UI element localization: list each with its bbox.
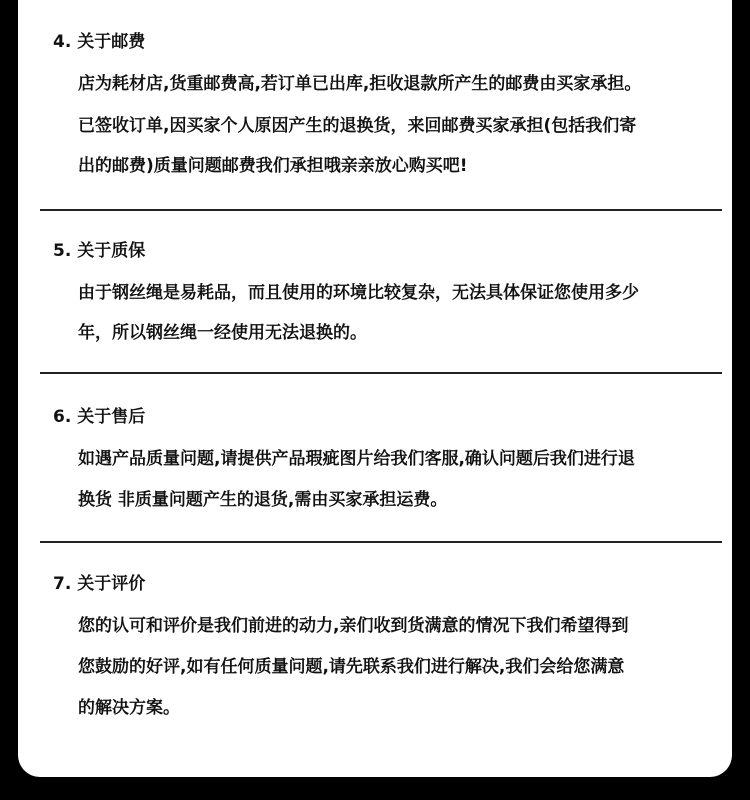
paragraph-line: 换货 非质量问题产生的退货,需由买家承担运费。	[78, 490, 448, 510]
section-postage	[53, 30, 723, 54]
section-after-sales	[53, 405, 723, 510]
paragraph-line: 如遇产品质量问题,请提供产品瑕疵图片给我们客服,确认问题后我们进行退	[78, 449, 635, 469]
section-divider	[40, 372, 722, 374]
paragraph-line: 年，所以钢丝绳一经使用无法退换的。	[78, 323, 367, 343]
paragraph-line: 店为耗材店,货重邮费高,若订单已出库,拒收退款所产生的邮费由买家承担。	[78, 74, 642, 94]
section-heading: 5. 关于质保	[53, 241, 146, 261]
section-heading: 4. 关于邮费	[53, 32, 146, 52]
paragraph-line: 您鼓励的好评,如有任何质量问题,请先联系我们进行解决,我们会给您满意	[78, 657, 625, 677]
section-reviews	[53, 572, 723, 718]
paragraph-line: 已签收订单,因买家个人原因产生的退换货，来回邮费买家承担(包括我们寄	[78, 116, 637, 136]
section-warranty	[53, 239, 723, 343]
paragraph-line: 由于钢丝绳是易耗品，而且使用的环境比较复杂，无法具体保证您使用多少	[78, 283, 639, 303]
section-divider	[40, 541, 722, 543]
paragraph-line: 您的认可和评价是我们前进的动力,亲们收到货满意的情况下我们希望得到	[78, 616, 629, 636]
paragraph-line: 的解决方案。	[78, 698, 180, 718]
section-divider	[40, 209, 722, 211]
section-heading: 7. 关于评价	[53, 574, 146, 594]
paragraph-line: 出的邮费)质量问题邮费我们承担哦亲亲放心购买吧!	[78, 156, 468, 176]
policy-card	[18, 0, 732, 777]
section-heading: 6. 关于售后	[53, 407, 146, 427]
